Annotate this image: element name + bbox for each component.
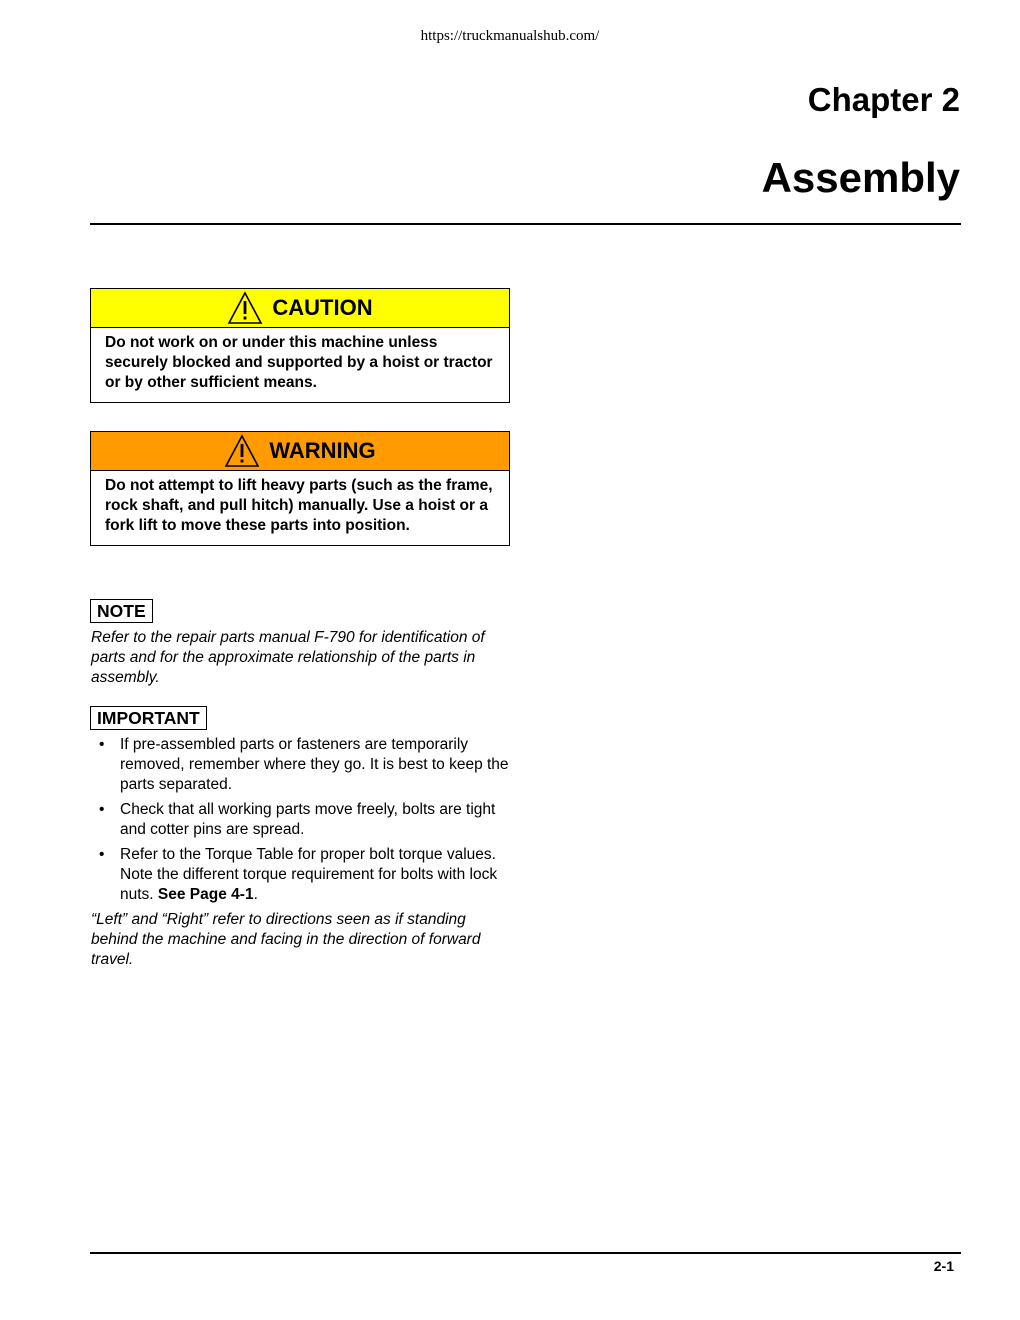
bottom-divider (90, 1252, 961, 1254)
bullet-marker: • (99, 801, 105, 818)
top-divider (90, 223, 961, 225)
important-tag: IMPORTANT (90, 706, 207, 730)
bullet-marker: • (99, 846, 105, 863)
warning-box (90, 431, 510, 546)
warning-text: Do not attempt to lift heavy parts (such as the frame, rock shaft, and pull hitch) manually. Use a hoist or a fork lift to move these parts into position. (105, 477, 493, 534)
caution-header (91, 289, 509, 328)
chapter-label: Chapter 2 (807, 81, 960, 118)
caution-label: CAUTION (272, 295, 373, 320)
list-item (91, 735, 511, 795)
page-number: 2-1 (933, 1258, 954, 1274)
list-item-text: If pre-assembled parts or fasteners are temporarily removed, remember where they go. It is best to keep the parts separated. (120, 736, 509, 793)
warning-triangle-icon (227, 291, 263, 325)
caution-text: Do not work on or under this machine unless securely blocked and supported by a hoist or tractor or by other sufficient means. (105, 334, 493, 391)
source-url[interactable]: https://truckmanualshub.com/ (420, 28, 600, 44)
important-list (91, 735, 511, 910)
list-item-text: Refer to the Torque Table for proper bolt torque values. Note the different torque requirement for bolts with lock nuts. (120, 846, 498, 903)
list-item-text: Check that all working parts move freely, bolts are tight and cotter pins are spread. (120, 801, 496, 838)
warning-header (91, 432, 509, 471)
note-tag: NOTE (90, 599, 153, 623)
list-item (91, 845, 511, 905)
list-item-suffix: . (253, 886, 258, 903)
warning-triangle-icon (224, 434, 260, 468)
warning-label: WARNING (269, 438, 376, 463)
bullet-marker: • (99, 736, 105, 753)
note-text: Refer to the repair parts manual F-790 for identification of parts and for the approximate relationship of the parts in assembly. (91, 629, 485, 686)
list-item (91, 800, 511, 840)
page-reference: See Page 4-1 (157, 886, 254, 903)
page-title: Assembly (761, 154, 960, 201)
caution-box (90, 288, 510, 403)
direction-note: “Left” and “Right” refer to directions seen as if standing behind the machine and facing in the direction of forward travel. (91, 911, 481, 968)
